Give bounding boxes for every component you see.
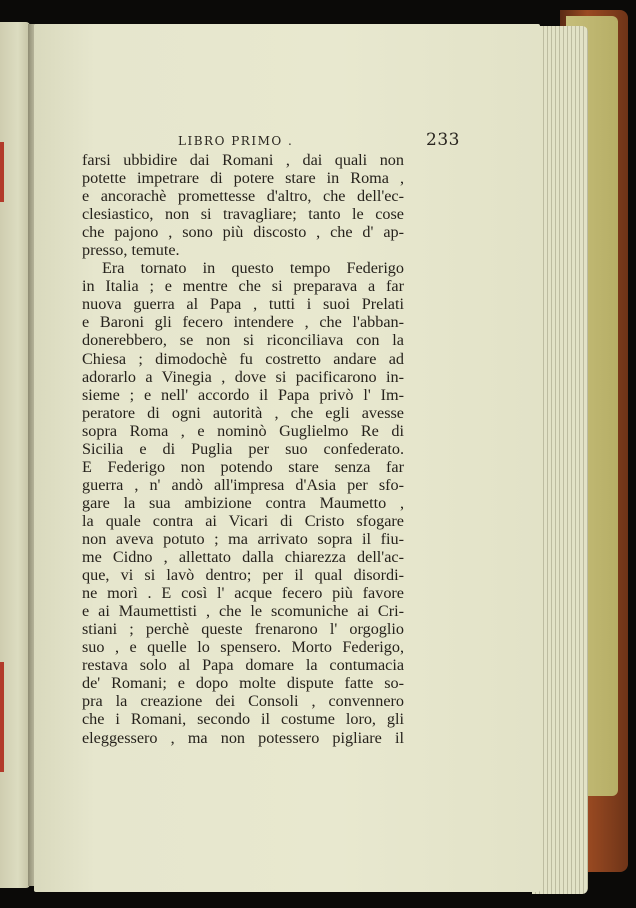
text-line: adorarlo a Vinegia , dove si pacificarono in- xyxy=(82,367,404,386)
body-text xyxy=(82,151,404,747)
page-number: 233 xyxy=(426,130,460,150)
text-line: presso, temute. xyxy=(82,241,180,260)
text-line: guerra , n' andò all'impresa d'Asia per sfo- xyxy=(82,475,404,494)
text-line: non aveva potuto ; ma arrivato sopra il fiu- xyxy=(82,529,404,548)
left-page-edge xyxy=(0,22,30,888)
text-line: e ancorachè promettesse d'altro, che dell'ec- xyxy=(82,187,404,206)
text-line: restava solo al Papa domare la contumacia xyxy=(82,656,404,675)
text-line: ne morì . E così l' acque fecero più favore xyxy=(82,584,404,603)
text-line: Era tornato in questo tempo Federigo xyxy=(102,259,404,278)
text-line: Sicilia e di Puglia per suo confederato. xyxy=(82,439,404,458)
text-line: e ai Maumettisti , che le scomuniche ai Cri- xyxy=(82,602,404,621)
text-line: que, vi si lavò dentro; per il qual disordi- xyxy=(82,566,404,585)
text-line: sieme ; e nell' accordo il Papa privò l' Im- xyxy=(82,385,404,404)
text-line: donerebbero, se non si riconciliava con la xyxy=(82,331,404,350)
text-line: pra la creazione dei Consoli , convennero xyxy=(82,692,404,711)
left-page-red-mark xyxy=(0,142,4,202)
text-line: farsi ubbidire dai Romani , dai quali non xyxy=(82,151,404,169)
text-line: clesiastico, non si travagliare; tanto le cose xyxy=(82,205,404,224)
running-head xyxy=(160,130,460,152)
running-head-title: LIBRO PRIMO . xyxy=(178,134,294,148)
text-line: sopra Roma , e nominò Guglielmo Re di xyxy=(82,421,404,440)
text-line: che pajono , sono più discosto , che d' ap- xyxy=(82,223,404,242)
text-line: in Italia ; e mentre che si preparava a far xyxy=(82,277,404,296)
text-line: potette impetrare di potere stare in Roma , xyxy=(82,169,404,188)
text-line: la quale contra ai Vicari di Cristo sfogare xyxy=(82,511,404,530)
text-line: peratore di ogni autorità , che egli avesse xyxy=(82,403,404,422)
text-line: de' Romani; e dopo molte dispute fatte so- xyxy=(82,674,404,693)
page-edges xyxy=(532,26,588,894)
left-page-red-mark xyxy=(0,662,4,772)
text-line: E Federigo non potendo stare senza far xyxy=(82,457,404,476)
text-line: eleggessero , ma non potessero pigliare il xyxy=(82,728,404,747)
text-line: suo , e quelle lo spensero. Morto Federigo, xyxy=(82,638,404,657)
text-line: gare la sua ambizione contra Maumetto , xyxy=(82,493,404,512)
text-line: me Cidno , allettato dalla chiarezza dell'ac- xyxy=(82,548,404,567)
text-line: nuova guerra al Papa , tutti i suoi Prelati xyxy=(82,295,404,314)
text-line: che i Romani, secondo il costume loro, gli xyxy=(82,710,404,729)
text-line: Chiesa ; dimodochè fu costretto andare ad xyxy=(82,349,404,368)
text-line: stiani ; perchè queste frenarono l' orgoglio xyxy=(82,620,404,639)
text-line: e Baroni gli fecero intendere , che l'abban- xyxy=(82,313,404,332)
